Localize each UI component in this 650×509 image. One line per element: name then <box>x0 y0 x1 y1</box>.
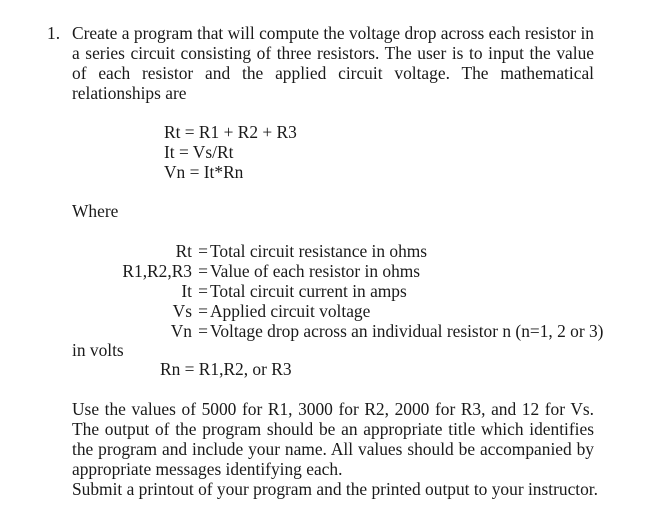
definition-rt <box>114 241 603 261</box>
rn-definition: Rn = R1,R2, or R3 <box>160 359 292 379</box>
definition-it <box>114 281 603 301</box>
equals-sign: = <box>198 261 208 281</box>
formula-total-resistance: Rt = R1 + R2 + R3 <box>164 122 297 142</box>
equals-sign: = <box>198 321 208 341</box>
definition-symbol: It <box>181 281 192 301</box>
definition-text: Voltage drop across an individual resistor n (n=1, 2 or 3) <box>210 321 604 341</box>
closing-instructions <box>72 399 598 499</box>
formula-total-current: It = Vs/Rt <box>164 142 234 162</box>
equals-sign: = <box>198 301 208 321</box>
formula-list <box>164 122 297 182</box>
item-number: 1. <box>47 23 61 43</box>
definition-symbol: Rt <box>175 241 192 261</box>
formula-voltage-drop: Vn = It*Rn <box>164 162 244 182</box>
equals-sign: = <box>198 281 208 301</box>
closing-paragraph: Use the values of 5000 for R1, 3000 for R2, 2000 for R3, and 12 for Vs. The output of the program should be an appropriate title which identifies the program and include your name. All values should be accompanied by appropriate messages identifying each. <box>72 399 594 479</box>
definition-vn <box>114 321 603 341</box>
definition-symbol: R1,R2,R3 <box>122 261 192 281</box>
in-volts-note: in volts <box>72 340 124 360</box>
definition-vs <box>114 301 603 321</box>
definition-symbol: Vn <box>170 321 192 341</box>
definition-list <box>114 241 603 341</box>
definition-symbol: Vs <box>172 301 192 321</box>
definition-resistors <box>114 261 603 281</box>
submit-instruction: Submit a printout of your program and the printed output to your instructor. <box>72 479 598 499</box>
where-label: Where <box>72 201 119 221</box>
intro-paragraph: Create a program that will compute the voltage drop across each resistor in a series circuit consisting of three resistors. The user is to input the value of each resistor and the applied circuit voltage. The mathematical relationships are <box>72 23 594 103</box>
definition-text: Applied circuit voltage <box>210 301 371 321</box>
problem-intro <box>72 23 594 103</box>
definition-text: Total circuit resistance in ohms <box>210 241 428 261</box>
definition-text: Total circuit current in amps <box>210 281 407 301</box>
definition-text: Value of each resistor in ohms <box>210 261 421 281</box>
equals-sign: = <box>198 241 208 261</box>
